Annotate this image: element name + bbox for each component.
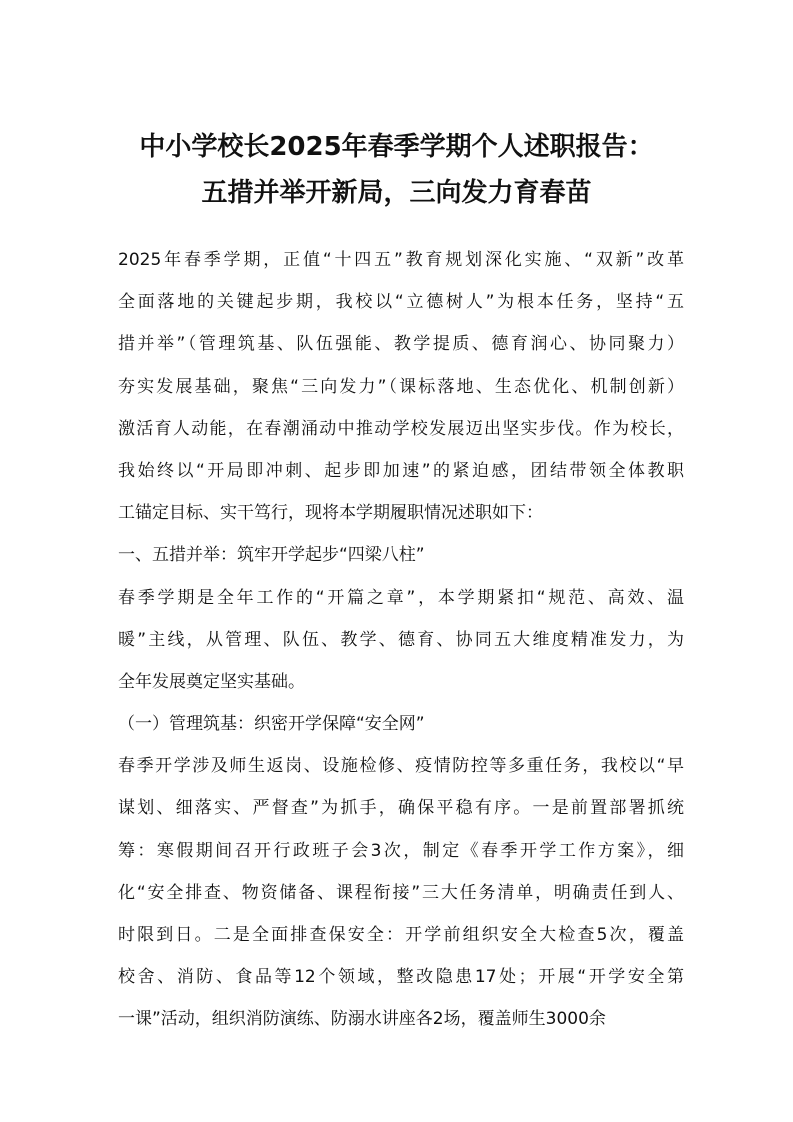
text-line: 校舍、消防、食品等12个领域，整改隐患17处；开展“开学安全第 [118,967,684,988]
text-line: 暖”主线，从管理、队伍、教学、德育、协同五大维度精准发力，为 [118,629,684,650]
paragraph [118,239,684,534]
text-line: 化“安全排查、物资储备、课程衔接”三大任务清单，明确责任到人、 [118,882,684,903]
title-line-1: 中小学校长2025年春季学期个人述职报告： [139,132,654,162]
text-line: 一课”活动，组织消防演练、防溺水讲座各2场，覆盖师生3000余 [118,1009,606,1030]
paragraph [118,577,684,704]
text-line: 2025年春季学期，正值“十四五”教育规划深化实施、“双新”改革 [118,250,684,270]
text-line: 夯实发展基础，聚焦“三向发力”（课标落地、生态优化、机制创新） [118,376,684,397]
section-heading [118,534,684,576]
document-body [118,239,684,1041]
text-line: 全面落地的关键起步期，我校以“立德树人”为根本任务，坚持“五 [118,292,684,313]
title-line-2: 五措并举开新局，三向发力育春苗 [201,178,592,208]
text-line: 工锚定目标、实干笃行，现将本学期履职情况述职如下： [118,503,543,524]
text-line: 春季学期是全年工作的“开篇之章”，本学期紧扣“规范、高效、温 [118,587,684,608]
text-line: 措并举”（管理筑基、队伍强能、教学提质、德育润心、协同聚力） [118,334,684,355]
text-line: 谋划、细落实、严督查”为抓手，确保平稳有序。一是前置部署抓统 [118,798,684,819]
document-title [0,124,793,216]
text-line: 激活育人动能，在春潮涌动中推动学校发展迈出坚实步伐。作为校长， [118,418,684,439]
text-line: 时限到日。二是全面排查保安全：开学前组织安全大检查5次，覆盖 [118,925,684,945]
text-line: （一）管理筑基：织密开学保障“安全网” [118,714,425,735]
section-heading [118,703,684,745]
text-line: 筹：寒假期间召开行政班子会3次，制定《春季开学工作方案》，细 [118,840,684,861]
text-line: 我始终以“开局即冲刺、起步即加速”的紧迫感，团结带领全体教职 [118,460,684,481]
paragraph [118,745,684,1040]
text-line: 一、五措并举：筑牢开学起步“四梁八柱” [118,545,425,566]
text-line: 全年发展奠定坚实基础。 [118,671,305,692]
text-line: 春季开学涉及师生返岗、设施检修、疫情防控等多重任务，我校以“早 [118,756,684,777]
